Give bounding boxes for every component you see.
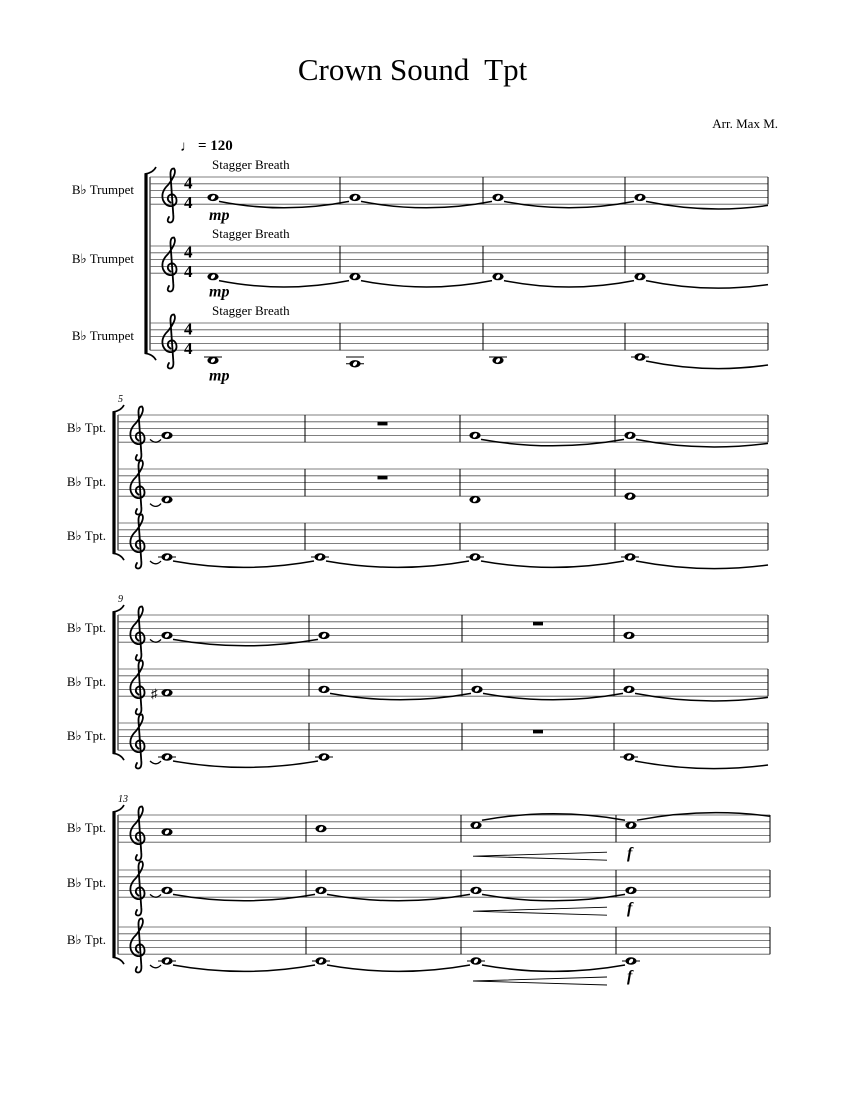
measure-7 (466, 553, 624, 567)
measure-13 (150, 887, 315, 901)
treble-clef-icon (162, 237, 176, 291)
measure-7 (469, 432, 624, 446)
measure-12 (623, 632, 634, 639)
staff (67, 714, 768, 768)
measure-3 (489, 357, 507, 364)
tie-continuation (150, 965, 161, 968)
measure-3 (492, 194, 634, 208)
tie (637, 813, 770, 821)
tie (635, 693, 768, 701)
measure-12 (620, 753, 768, 768)
time-signature-numerator: 4 (184, 319, 193, 339)
dynamic-mp: mp (209, 283, 230, 301)
instrument-name: B♭ Tpt. (66, 674, 106, 689)
treble-clef-icon (130, 606, 144, 660)
tie (482, 965, 625, 971)
instrument-name: B♭ Tpt. (66, 820, 106, 835)
measure-10 (315, 753, 333, 760)
measure-12 (623, 686, 768, 701)
staff (67, 918, 770, 985)
measure-8 (621, 553, 768, 568)
instrument-name: B♭ Trumpet (71, 182, 134, 197)
instrument-name: B♭ Tpt. (66, 875, 106, 890)
instrument-name: B♭ Tpt. (66, 420, 106, 435)
measure-2 (349, 194, 492, 208)
measure-16 (622, 957, 640, 985)
measure-11 (533, 730, 543, 734)
instrument-name: B♭ Tpt. (66, 620, 106, 635)
whole-rest (378, 476, 388, 480)
bracket-top-tip (145, 167, 157, 174)
staff (67, 660, 768, 714)
measure-2 (349, 273, 492, 287)
tie (327, 965, 470, 971)
bracket-top-tip (113, 405, 125, 412)
time-signature-denominator: 4 (184, 339, 193, 358)
tie-continuation (150, 561, 161, 564)
measure-8 (624, 432, 768, 447)
tie (327, 894, 470, 900)
tie (361, 281, 492, 287)
tie (330, 693, 471, 699)
measure-2 (346, 357, 364, 367)
sharp-accidental: ♯ (151, 685, 158, 701)
tie (635, 761, 768, 769)
tie (482, 894, 625, 900)
measure-11 (471, 686, 623, 700)
staff (67, 606, 768, 660)
treble-clef-icon (130, 861, 144, 915)
measure-14 (315, 825, 326, 832)
tie (504, 281, 634, 287)
tie (219, 281, 349, 287)
measure-1 (207, 226, 349, 301)
measure-6 (378, 476, 388, 480)
measure-number: 13 (118, 794, 128, 805)
time-signature-denominator: 4 (184, 193, 193, 212)
system-4 (67, 794, 770, 985)
measure-14 (312, 957, 470, 971)
dynamic-f: f (627, 900, 633, 918)
tie-continuation (150, 761, 161, 764)
treble-clef-icon (130, 806, 144, 860)
tie-continuation (150, 504, 161, 507)
instrument-name: B♭ Tpt. (66, 932, 106, 947)
crescendo-hairpin (473, 907, 607, 915)
measure-11 (533, 622, 543, 626)
instrument-name: B♭ Trumpet (71, 251, 134, 266)
measure-9 (150, 753, 318, 767)
measure-4 (631, 353, 768, 368)
dynamic-f: f (627, 845, 633, 863)
treble-clef-icon (130, 918, 144, 972)
time-signature-numerator: 4 (184, 173, 193, 193)
measure-15 (470, 814, 625, 860)
system-1 (72, 138, 768, 384)
treble-clef-icon (130, 460, 144, 514)
measure-16 (625, 813, 770, 863)
measure-7 (469, 496, 480, 503)
staff (72, 303, 768, 384)
measure-4 (634, 194, 768, 209)
measure-5 (150, 432, 173, 443)
tie (481, 561, 624, 567)
tie (646, 201, 768, 209)
treble-clef-icon (130, 714, 144, 768)
tie-continuation (150, 639, 161, 642)
instrument-name: B♭ Trumpet (71, 328, 134, 343)
tie-continuation (150, 439, 161, 442)
tie (326, 561, 469, 567)
system-3 (67, 594, 768, 769)
measure-10 (318, 686, 471, 700)
measure-10 (318, 632, 329, 639)
whole-rest (533, 730, 543, 734)
tie-continuation (150, 894, 161, 897)
bracket-bottom-tip (113, 753, 125, 760)
measure-13 (161, 828, 172, 835)
tie (646, 281, 768, 289)
tempo-marking (180, 138, 233, 155)
measure-14 (315, 887, 470, 901)
tie (646, 361, 768, 369)
dynamic-mp: mp (209, 367, 230, 385)
dynamic-mp: mp (209, 207, 230, 225)
tie (636, 561, 768, 569)
staff (67, 514, 768, 568)
measure-5 (150, 553, 314, 567)
measure-3 (492, 273, 634, 287)
quarter-note-icon: ♩ (180, 139, 195, 155)
bracket-bottom-tip (113, 553, 125, 560)
whole-rest (533, 622, 543, 626)
treble-clef-icon (162, 168, 176, 222)
measure-16 (625, 887, 636, 918)
measure-number: 9 (118, 594, 123, 605)
measure-15 (467, 957, 625, 985)
bracket-bottom-tip (113, 957, 125, 964)
time-signature-numerator: 4 (184, 242, 193, 262)
tie (173, 761, 318, 767)
crescendo-hairpin (473, 852, 607, 860)
staff (72, 226, 768, 301)
dynamic-f: f (627, 968, 633, 985)
stagger-breath-text: Stagger Breath (212, 157, 290, 172)
instrument-name: B♭ Tpt. (66, 474, 106, 489)
bracket-top-tip (113, 605, 125, 612)
crescendo-hairpin (473, 977, 607, 985)
score-title: Crown Sound Tpt (297, 52, 528, 87)
tie (636, 439, 768, 447)
whole-rest (378, 422, 388, 426)
treble-clef-icon (130, 660, 144, 714)
instrument-name: B♭ Tpt. (66, 528, 106, 543)
tie (173, 561, 314, 567)
measure-5 (150, 496, 173, 507)
staff (67, 406, 768, 460)
measure-15 (470, 887, 625, 916)
treble-clef-icon (130, 514, 144, 568)
stagger-breath-text: Stagger Breath (212, 226, 290, 241)
treble-clef-icon (130, 406, 144, 460)
tempo-text: = 120 (198, 138, 233, 154)
bracket-top-tip (113, 805, 125, 812)
measure-number: 5 (118, 394, 123, 405)
staff (67, 861, 770, 917)
staff (72, 157, 768, 224)
tie (173, 894, 315, 900)
tie (173, 965, 315, 971)
time-signature-denominator: 4 (184, 262, 193, 281)
instrument-name: B♭ Tpt. (66, 728, 106, 743)
bracket-bottom-tip (145, 353, 157, 360)
tie (173, 639, 318, 645)
measure-8 (624, 493, 635, 500)
treble-clef-icon (162, 314, 176, 368)
measure-9 (151, 686, 173, 701)
arranger-credit: Arr. Max M. (712, 116, 778, 131)
measure-4 (634, 273, 768, 288)
measure-9 (150, 632, 318, 646)
stagger-breath-text: Stagger Breath (212, 303, 290, 318)
measure-13 (150, 957, 315, 971)
measure-6 (311, 553, 469, 567)
staff (67, 806, 770, 862)
system-2 (67, 394, 768, 569)
measure-6 (378, 422, 388, 426)
tie (483, 693, 623, 699)
staff (67, 460, 768, 514)
